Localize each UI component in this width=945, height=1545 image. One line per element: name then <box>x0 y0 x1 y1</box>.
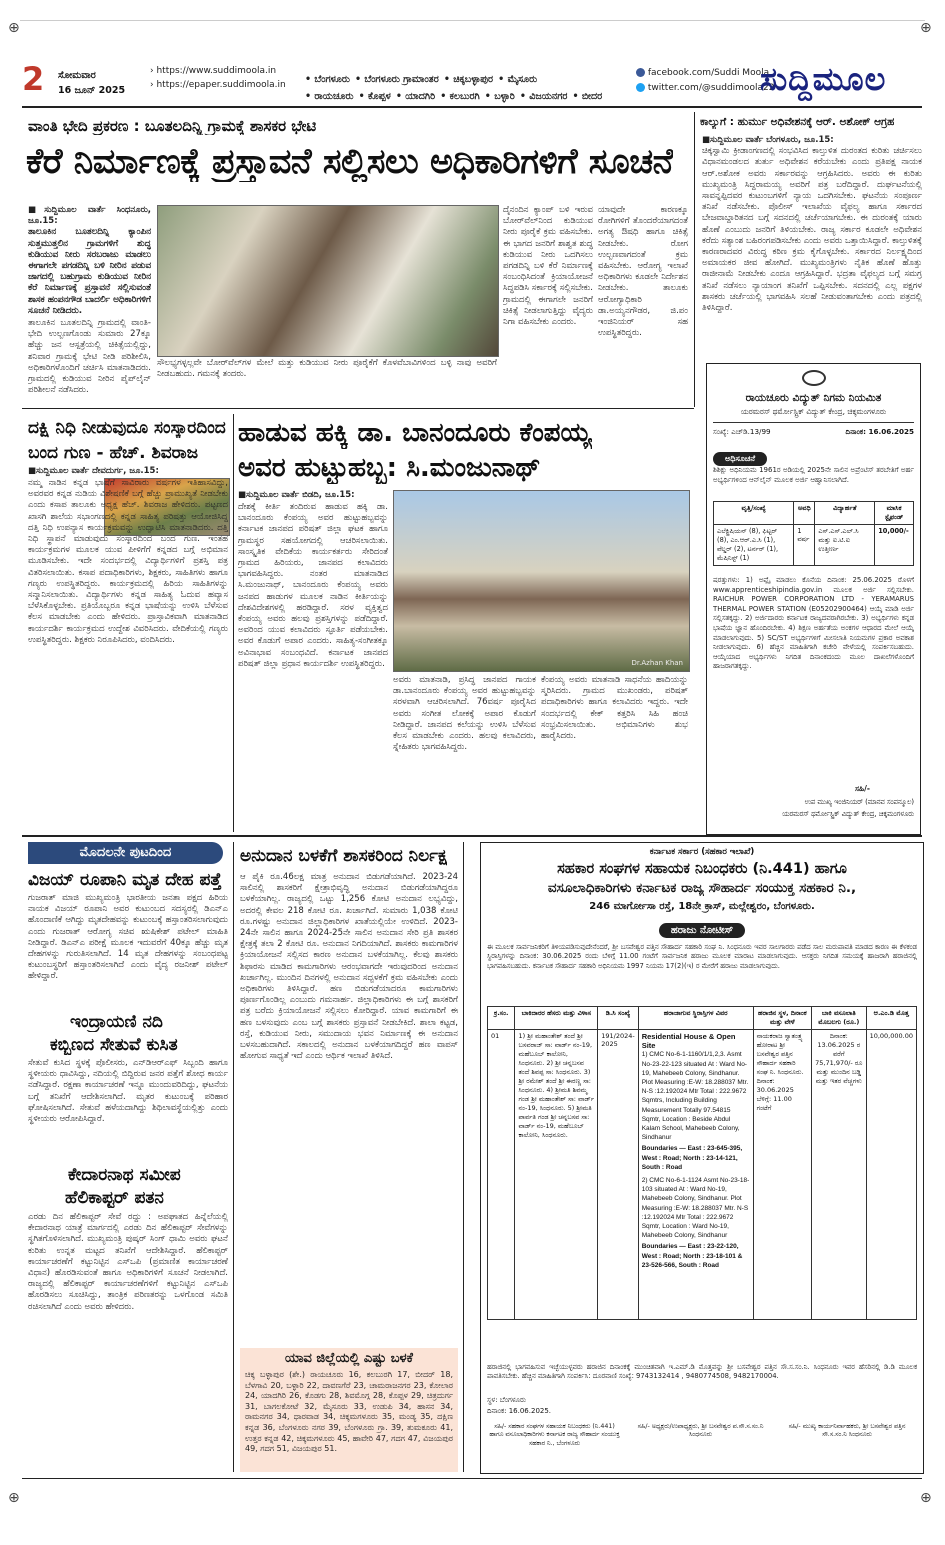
raichur-ref: ಸಂಖ್ಯೆ: ಎಚ್‌ಡಿ.13/99 <box>713 427 771 436</box>
lead-body-col1: ತಾಲೂಕಿನ ಬೂತಲದಿನ್ನಿ ಗ್ರಾಮದಲ್ಲಿ ವಾಂತಿ-ಭೇದಿ ಉಲ್ಬಣಗೊಂಡು ಸುಮಾರು 27ಕ್ಕೂ ಹೆಚ್ಚು ಜನ ಆಸ್ಪತ್ರೆಯಲ್ಲಿ ಚಿಕಿತ್ಸೆಯಲ್ಲಿದ್ದು, ಶನಿವಾರ ಗ್ರಾಮಕ್ಕೆ ಭೇಟಿ ನೀಡಿ ಪರಿಶೀಲಿಸಿ, ಅಧಿಕಾರಿಗಳೊಂದಿಗೆ ಚರ್ಚಿಸಿ ಮಾತನಾಡಿದರು. ಗ್ರಾಮದಲ್ಲಿ ಕುಡಿಯುವ ನೀರಿನ ಪೈಪ್‌ಲೈನ್ ಪರಿಶೀಲನೆ ನಡೆಸಿದರು. <box>28 318 151 396</box>
district-link[interactable]: • ಬೆಂಗಳೂರು <box>305 74 350 85</box>
dakshi-byline: ■ಸುದ್ದಿಮೂಲ ವಾರ್ತೆ ದೇವದುರ್ಗ, ಜೂ.15: <box>28 466 159 476</box>
raichur-notice <box>706 363 921 835</box>
district-link[interactable]: • ಬೆಂಗಳೂರು ಗ್ರಾಮಾಂತರ <box>354 74 439 85</box>
lead-headline: ಕೆರೆ ನಿರ್ಮಾಣಕ್ಕೆ ಪ್ರಸ್ತಾವನೆ ಸಲ್ಲಿಸಲು ಅಧಿಕಾರಿಗಳಿಗೆ ಸೂಚನೆ <box>26 142 673 182</box>
singer-photo <box>393 490 690 672</box>
auction-title-2: ವಸೂಲಾಧಿಕಾರಿಗಳು ಕರ್ನಾಟಕ ರಾಜ್ಯ ಸೌಹಾರ್ದ ಸಂಯುಕ್ತ ಸಹಕಾರ ನಿ., <box>547 880 857 896</box>
district-link[interactable]: • ಚಿಕ್ಕಬಳ್ಳಾಪುರ <box>443 74 494 85</box>
front-page-banner: ಮೊದಲನೇ ಪುಟದಿಂದ <box>28 842 223 864</box>
dakshi-body: ನಮ್ಮ ನಾಡಿನ ಕನ್ನಡ ಭಾಷೆಗೆ ಸಾವಿರಾರು ವರ್ಷಗಳ ಇತಿಹಾಸವಿದ್ದು, ಅವರವರ ಕನ್ನಡ ನುಡಿಯ ವಿಶೇಷಣಿಕೆ ಬಗ್ಗೆ ಹೆಚ್ಚು ಪ್ರಾಮುಖ್ಯತೆ ನೀಡಬೇಕು ಎಂದು ಕಸಾಪ ತಾಲೂಕು ಅಧ್ಯಕ್ಷ ಹೆಚ್. ಶಿವರಾಜ ಹೇಳಿದರು. ಪಟ್ಟಣದ ಖಾಸಗಿ ಶಾಲೆಯ ಸಭಾಂಗಣದಲ್ಲಿ ಕನ್ನಡ ಸಾಹಿತ್ಯ ಪರಿಷತ್ತು ಆಯೋಜಿಸಿದ್ದ ದತ್ತಿ ನಿಧಿ ಉಪನ್ಯಾಸ ಕಾರ್ಯಕ್ರಮವನ್ನು ಉದ್ಘಾಟಿಸಿ ಮಾತನಾಡಿದರು. ದತ್ತಿ ನಿಧಿ ಸ್ಥಾಪನೆ ಮಾಡುವುದು ಸಂಸ್ಕಾರದಿಂದ ಬಂದ ಗುಣ. ಇಂತಹ ಕಾರ್ಯಕ್ರಮಗಳ ಮೂಲಕ ಯುವ ಪೀಳಿಗೆಗೆ ಕನ್ನಡದ ಬಗ್ಗೆ ಅಭಿಮಾನ ಮೂಡಿಸಬೇಕು. ಇದೇ ಸಂದರ್ಭದಲ್ಲಿ ವಿದ್ಯಾರ್ಥಿಗಳಿಗೆ ಪ್ರಶಸ್ತಿ ಪತ್ರ ವಿತರಿಸಲಾಯಿತು. ಕಸಾಪ ಪದಾಧಿಕಾರಿಗಳು, ಶಿಕ್ಷಕರು, ಸಾಹಿತಿಗಳು ಹಾಗೂ ಗಣ್ಯರು ಉಪಸ್ಥಿತರಿದ್ದರು. ಕಾರ್ಯಕ್ರಮದಲ್ಲಿ ಹಿರಿಯ ಸಾಹಿತಿಗಳನ್ನು ಸನ್ಮಾನಿಸಲಾಯಿತು. ವಿದ್ಯಾರ್ಥಿಗಳು ಕನ್ನಡ ಸಾಹಿತ್ಯ ಓದುವ ಹವ್ಯಾಸ ಬೆಳೆಸಿಕೊಳ್ಳಬೇಕು. ಪ್ರತಿಯೊಬ್ಬರೂ ಕನ್ನಡ ಭಾಷೆಯನ್ನು ಉಳಿಸಿ ಬೆಳೆಸುವ ಕೆಲಸ ಮಾಡಬೇಕು ಎಂದು ಹೇಳಿದರು. ಪ್ರಾಸ್ತಾವಿಕವಾಗಿ ಮಾತನಾಡಿದ ಕಾರ್ಯದರ್ಶಿ ಕಾರ್ಯಕ್ರಮದ ಉದ್ದೇಶ ವಿವರಿಸಿದರು. ವೇದಿಕೆಯಲ್ಲಿ ಗಣ್ಯರು ಉಪಸ್ಥಿತರಿದ್ದರು. ಶಿಕ್ಷಕರು ನಿರೂಪಿಸಿದರು, ವಂದಿಸಿದರು. <box>28 478 228 645</box>
arrow-icon: › <box>150 80 157 90</box>
auction-dept: ಕರ್ನಾಟಕ ಸರ್ಕಾರ (ಸಹಕಾರ ಇಲಾಖೆ) <box>649 847 755 857</box>
dakshi-headline-2: ಬಂದ ಗುಣ - ಹೆಚ್. ಶಿವರಾಜ <box>28 443 199 463</box>
raichur-badge: ಅಧಿಸೂಚನೆ <box>713 452 767 466</box>
website-link[interactable]: › https://www.suddimoola.in <box>150 66 277 76</box>
raichur-sign: ಸಹಿ/- <box>855 784 870 793</box>
bridge-body: ಸೇತುವೆ ಕುಸಿದ ಸ್ಥಳಕ್ಕೆ ಪೊಲೀಸರು, ಎನ್‌ಡಿಆರ್‌ಎಫ್ ಸಿಬ್ಬಂದಿ ಹಾಗೂ ಸ್ಥಳೀಯರು ಧಾವಿಸಿದ್ದು, ನದಿಯಲ್ಲಿ ಬಿದ್ದಿರುವ ಜನರ ಪತ್ತೆಗೆ ಶೋಧ ಕಾರ್ಯ ನಡೆಸಿದ್ದಾರೆ. ರಕ್ಷಣಾ ಕಾರ್ಯಾಚರಣೆ ಇನ್ನೂ ಮುಂದುವರಿದಿದ್ದು, ಘಟನೆಯ ಬಗ್ಗೆ ತನಿಖೆಗೆ ಆದೇಶಿಸಲಾಗಿದೆ. ಮೃತರ ಕುಟುಂಬಕ್ಕೆ ಪರಿಹಾರ ಘೋಷಿಸಲಾಗಿದೆ. ಸೇತುವೆ ಹಳೆಯದಾಗಿದ್ದು ಶಿಥಿಲಾವಸ್ಥೆಯಲ್ಲಿತ್ತು ಎಂದು ಸ್ಥಳೀಯರು ಆರೋಪಿಸಿದ್ದಾರೆ. <box>28 1058 228 1125</box>
epaper-link[interactable]: › https://epaper.suddimoola.in <box>150 80 286 90</box>
rpcl-logo-icon <box>707 370 920 390</box>
vijay-body: ಗುಜರಾತ್ ಮಾಜಿ ಮುಖ್ಯಮಂತ್ರಿ ಭಾರತೀಯ ಜನತಾ ಪಕ್ಷದ ಹಿರಿಯ ನಾಯಕ ವಿಜಯ್ ರೂಪಾನಿ ಅವರ ಕುಟುಂಬದ ಸದಸ್ಯರಲ್ಲಿ ಡಿಎನ್‌ಎ ಹೊಂದಾಣಿಕೆ ಆಗಿದ್ದು ಮೃತದೇಹವನ್ನು ಕುಟುಂಬಕ್ಕೆ ಹಸ್ತಾಂತರಿಸಲಾಗುವುದು ಎಂದು ಗುಜರಾತ್ ಆರೋಗ್ಯ ಸಚಿವ ಋಷಿಕೇಶ್ ಪಟೇಲ್ ಮಾಹಿತಿ ನೀಡಿದ್ದಾರೆ. ಡಿಎನ್‌ಎ ಪರೀಕ್ಷೆ ಮೂಲಕ ಇದುವರೆಗೆ 40ಕ್ಕೂ ಹೆಚ್ಚು ಮೃತ ದೇಹಗಳನ್ನು ಗುರುತಿಸಲಾಗಿದೆ. 14 ಮೃತ ದೇಹಗಳನ್ನು ಸಂಬಂಧಪಟ್ಟ ಕುಟುಂಬಸ್ಥರಿಗೆ ಹಸ್ತಾಂತರಿಸಲಾಗಿದೆ ಎಂದು ವೈದ್ಯ ರಜನೀಶ್ ಪಟೇಲ್ ಹೇಳಿದ್ದಾರೆ. <box>28 893 228 982</box>
singer-byline: ■ಸುದ್ದಿಮೂಲ ವಾರ್ತೆ ಬಿಡದಿ, ಜೂ.15: <box>238 490 355 500</box>
issue-date: 16 ಜೂನ್ 2025 <box>58 85 126 96</box>
raichur-date: ದಿನಾಂಕ: 16.06.2025 <box>845 427 914 436</box>
singer-headline-2: ಅವರ ಹುಟ್ಟುಹಬ್ಬ: ಸಿ.ಮಂಜುನಾಥ್ <box>238 453 541 483</box>
dakshi-headline-1: ದಕ್ಷಿ ನಿಧಿ ನೀಡುವುದೂ ಸಂಸ್ಕಾರದಿಂದ <box>28 418 226 438</box>
crosshair-top-right: ⊕ <box>920 20 932 36</box>
heli-headline-2: ಹೆಲಿಕಾಪ್ಟರ್ ಪತನ <box>65 1188 164 1208</box>
grant-body: ಆ ಪೈಕಿ ರೂ.46ಲಕ್ಷ ಮಾತ್ರ ಅನುದಾನ ಬಿಡುಗಡೆಯಾಗಿದೆ. 2023-24 ಸಾಲಿನಲ್ಲಿ ಶಾಸಕರಿಗೆ ಕ್ಷೇತ್ರಾಭಿವೃದ್ಧಿ ಅನುದಾನ ಬಿಡುಗಡೆಯಾಗಿದ್ದರೂ ಬಳಕೆಯಾಗಿಲ್ಲ. ರಾಜ್ಯದಲ್ಲಿ ಒಟ್ಟು 1,256 ಕೋಟಿ ಅನುದಾನ ಲಭ್ಯವಿದ್ದು, ಅದರಲ್ಲಿ ಕೇವಲ 218 ಕೋಟಿ ರೂ. ಖರ್ಚಾಗಿದೆ. ಸುಮಾರು 1,038 ಕೋಟಿ ರೂ.ಗಳಷ್ಟು ಅನುದಾನ ಜಿಲ್ಲಾಧಿಕಾರಿಗಳ ಖಾತೆಯಲ್ಲಿಯೇ ಉಳಿದಿದೆ. 2023-24ನೇ ಸಾಲಿನ ಹಾಗೂ 2024-25ನೇ ಸಾಲಿನ ಅನುದಾನ ಸೇರಿ ಪ್ರತಿ ಶಾಸಕರ ಕ್ಷೇತ್ರಕ್ಕೆ ತಲಾ 2 ಕೋಟಿ ರೂ. ಅನುದಾನ ನಿಗದಿಯಾಗಿದೆ. ಶಾಸಕರು ಕಾಮಗಾರಿಗಳ ಕ್ರಿಯಾಯೋಜನೆ ಸಲ್ಲಿಸದ ಕಾರಣ ಅನುದಾನ ಬಳಕೆಯಾಗಿಲ್ಲ. ಕೆಲವು ಶಾಸಕರು ಶಿಫಾರಸು ಮಾಡಿದ ಕಾಮಗಾರಿಗಳು ಆರಂಭವಾಗದೇ ಇರುವುದರಿಂದ ಅನುದಾನ ಖರ್ಚಾಗಿಲ್ಲ. ಮುಂದಿನ ದಿನಗಳಲ್ಲಿ ಅನುದಾನ ಸದ್ಬಳಕೆಗೆ ಕ್ರಮ ವಹಿಸಬೇಕು ಎಂದು ಅಧಿಕಾರಿಗಳು ತಿಳಿಸಿದ್ದಾರೆ. ಹಣ ಬಿಡುಗಡೆಯಾದರೂ ಕಾಮಗಾರಿಗಳು ಪೂರ್ಣಗೊಂಡಿಲ್ಲ ಎಂಬುದು ಗಮನಾರ್ಹ. ಜಿಲ್ಲಾಧಿಕಾರಿಗಳು ಈ ಬಗ್ಗೆ ಶಾಸಕರಿಗೆ ಪತ್ರ ಬರೆದು ಕ್ರಿಯಾಯೋಜನೆ ಸಲ್ಲಿಸಲು ಕೋರಿದ್ದಾರೆ. ಯಾವ ಕಾಮಗಾರಿಗೆ ಈ ಹಣ ಬಳಸುವುದು ಎಂಬ ಬಗ್ಗೆ ಶಾಸಕರು ಪ್ರಸ್ತಾವನೆ ನೀಡಬೇಕಿದೆ. ಶಾಲಾ ಕಟ್ಟಡ, ರಸ್ತೆ, ಕುಡಿಯುವ ನೀರು, ಸಮುದಾಯ ಭವನ ನಿರ್ಮಾಣಕ್ಕೆ ಈ ಅನುದಾನ ಬಳಸಬಹುದಾಗಿದೆ. ಸಕಾಲದಲ್ಲಿ ಅನುದಾನ ಬಳಕೆಯಾಗದಿದ್ದರೆ ಹಣ ವಾಪಸ್ ಹೋಗುವ ಸಾಧ್ಯತೆ ಇದೆ ಎಂದು ಆರ್ಥಿಕ ಇಲಾಖೆ ತಿಳಿಸಿದೆ. <box>240 872 458 1062</box>
singer-headline-1: ಹಾಡುವ ಹಕ್ಕಿ ಡಾ. ಬಾನಂದೂರು ಕೆಂಪಯ್ಯ <box>238 418 592 448</box>
auction-signatory-3: ಸಹಿ/- ಮುಖ್ಯ ಕಾರ್ಯನಿರ್ವಾಹಕರು, ಶ್ರೀ ಬಸವೇಶ್ವರ ಪತ್ತಿನ ಸೌ.ಸ.ಸಂ.ನಿ ಸಿಂಧನೂರು <box>788 1423 906 1439</box>
raichur-subtitle: ಯರಮರಸ್ ಥರ್ಮೋಸ್ಟ್ರಿಕ್ ವಿದ್ಯುತ್ ಕೇಂದ್ರ, ಚಿಕ್ಕಮಂಗಳೂರು <box>740 407 887 416</box>
bridge-headline-2: ಕಬ್ಬಿಣದ ಸೇತುವೆ ಕುಸಿತ <box>50 1035 178 1055</box>
auction-footer: ಹರಾಜಿನಲ್ಲಿ ಭಾಗವಹಿಸುವ ಇಚ್ಛೆಯುಳ್ಳವರು ಹರಾಜಿನ ದಿನಾಂಕಕ್ಕೆ ಮುಂಚಿತವಾಗಿ ಇ.ಎಮ್.ಡಿ ಮೊತ್ತವನ್ನು ಶ್ರೀ ಬಸವೇಶ್ವರ ಪತ್ತಿನ ಸೌ.ಸ.ಸಂ.ನಿ. ಸಿಂಧನೂರು ಇವರ ಹೆಸರಿನಲ್ಲಿ ಡಿ.ಡಿ ಮೂಲಕ ಪಾವತಿಸಬೇಕು. ಹೆಚ್ಚಿನ ಮಾಹಿತಿಗಾಗಿ ಸಂಪರ್ಕಿಸಿ: ದೂರವಾಣಿ ಸಂಖ್ಯೆ: 9743132414 , 9480774508, 9482170004. <box>487 1363 917 1381</box>
district-usage-title: ಯಾವ ಜಿಲ್ಲೆಯಲ್ಲಿ ಎಷ್ಟು ಬಳಕೆ <box>285 1351 413 1366</box>
crosshair-bottom-left: ⊕ <box>8 1490 20 1506</box>
lead-body-col2: ದೈನಂದಿನ ಕ್ಯಾಂಪ್ ಬಳಿ ಇರುವ ಬೋರ್‌ವೆಲ್‌ನಿಂದ ಕುಡಿಯುವ ನೀರು ಪೂರೈಕೆ ಕ್ರಮ ವಹಿಸಬೇಕು. ಈ ಭಾಗದ ಜನರಿಗೆ ಶಾಶ್ವತ ಶುದ್ಧ ಕುಡಿಯುವ ನೀರು ಒದಗಿಸಲು ಪಗಡದಿನ್ನಿ ಬಳಿ ಕೆರೆ ನಿರ್ಮಾಣಕ್ಕೆ ಸಂಬಂಧಿಸಿದಂತೆ ಕ್ರಿಯಾಯೋಜನೆ ಸಿದ್ಧಪಡಿಸಿ ಸರ್ಕಾರಕ್ಕೆ ಸಲ್ಲಿಸಬೇಕು. ಗ್ರಾಮದಲ್ಲಿ ಈಗಾಗಲೇ ಜನರಿಗೆ ಚಿಕಿತ್ಸೆ ನೀಡಲಾಗುತ್ತಿದ್ದು ವೈದ್ಯರು ನಿಗಾ ವಹಿಸಬೇಕು ಎಂದರು. <box>503 205 593 328</box>
district-link[interactable]: • ಬೀದರ <box>572 91 603 102</box>
crosshair-bottom-right: ⊕ <box>920 1490 932 1506</box>
district-link[interactable]: • ಕೊಪ್ಪಳ <box>358 91 391 102</box>
district-link[interactable]: • ವಿಜಯನಗರ <box>519 91 568 102</box>
district-link[interactable]: • ಮೈಸೂರು <box>498 74 538 85</box>
auction-notice <box>480 842 924 1474</box>
auction-date: ದಿನಾಂಕ: 16.06.2025. <box>487 1407 552 1415</box>
facebook-link[interactable]: facebook.com/Suddi Moola <box>636 68 774 78</box>
district-link[interactable]: • ಬಳ್ಳಾರಿ <box>484 91 515 102</box>
auction-title-1: ಸಹಕಾರ ಸಂಘಗಳ ಸಹಾಯಕ ನಿಬಂಧಕರು (ನಿ.441) ಹಾಗೂ <box>557 861 847 877</box>
raichur-conditions: ಷರತ್ತುಗಳು: 1) ಅಪ್ಲೈ ಮಾಡಲು ಕೊನೆಯ ದಿನಾಂಕ: 25.06.2025 ರೊಳಗೆ www.apprenticeshipindia.gov.in ಮೂಲಕ ಅರ್ಜಿ ಸಲ್ಲಿಸಬೇಕು. RAICHUR POWER CORPORATION LTD - YERAMARUS THERMAL POWER STATION (E05202900464) ಆಯ್ಕೆ ಮಾಡಿ ಅರ್ಜಿ ಸಲ್ಲಿಸತಕ್ಕದ್ದು. 2) ಅರ್ಜಿದಾರರು ಕರ್ನಾಟಕ ರಾಜ್ಯದವರಾಗಿರಬೇಕು. 3) ಅಭ್ಯರ್ಥಿಗಳು ಕನ್ನಡ ಭಾಷೆಯ ಜ್ಞಾನ ಹೊಂದಿರಬೇಕು. 4) ಶಿಕ್ಷಣ ಅರ್ಹತೆಯ ಅಂಕಗಳ ಆಧಾರದ ಮೇಲೆ ಆಯ್ಕೆ ಮಾಡಲಾಗುವುದು. 5) SC/ST ಅಭ್ಯರ್ಥಿಗಳಿಗೆ ಮೀಸಲಾತಿ ನಿಯಮಗಳ ಪ್ರಕಾರ ಅವಕಾಶ ನೀಡಲಾಗುವುದು. 6) ಹೆಚ್ಚಿನ ಮಾಹಿತಿಗಾಗಿ ಕಚೇರಿ ವೇಳೆಯಲ್ಲಿ ಸಂಪರ್ಕಿಸಬಹುದು. ಆಯ್ಕೆಯಾದ ಅಭ್ಯರ್ಥಿಗಳು ನಿಗದಿತ ದಿನಾಂಕದಂದು ಮೂಲ ದಾಖಲೆಗಳೊಂದಿಗೆ ಹಾಜರಾಗತಕ್ಕದ್ದು. <box>713 576 914 671</box>
district-link[interactable]: • ಯಾದಗಿರಿ <box>395 91 436 102</box>
kalyuge-kicker: ಕಾಲ್ಯುಗೆ : ಹುರ್ಮು ಅಧಿವೇಶನಕ್ಕೆ ಆರ್. ಅಶೋಕ್ ಆಗ್ರಹ <box>700 116 895 128</box>
singer-body-col3: ಕೆಂಪಯ್ಯ ಅವರು ಮಾತನಾಡಿ ಸಾಧನೆಯ ಹಾದಿಯನ್ನು ಸ್ಮರಿಸಿದರು. ಗ್ರಾಮದ ಮುಖಂಡರು, ಪರಿಷತ್ ಪದಾಧಿಕಾರಿಗಳು ಹಾಗೂ ಕಲಾವಿದರು ಇದ್ದರು. ಇದೇ ಸಂದರ್ಭದಲ್ಲಿ ಕೇಕ್ ಕತ್ತರಿಸಿ ಸಿಹಿ ಹಂಚಿ ಸಂಭ್ರಮಿಸಲಾಯಿತು. ಅಭಿಮಾನಿಗಳು ಶುಭ ಹಾರೈಸಿದರು. <box>541 675 688 742</box>
district-row-2 <box>305 84 602 103</box>
lead-body-col3: ಯಾವುದೇ ಕಾರಣಕ್ಕೂ ರೋಗಿಗಳಿಗೆ ತೊಂದರೆಯಾಗದಂತೆ ಅಗತ್ಯ ಔಷಧಿ ಹಾಗೂ ಚಿಕಿತ್ಸೆ ನೀಡಬೇಕು. ರೋಗ ಉಲ್ಬಣವಾಗದಂತೆ ಕ್ರಮ ವಹಿಸಬೇಕು. ಆರೋಗ್ಯ ಇಲಾಖೆ ಅಧಿಕಾರಿಗಳು ಕೂಡಲೇ ನಿರ್ದೇಶನ ನೀಡಬೇಕು. ತಾಲೂಕು ಆರೋಗ್ಯಾಧಿಕಾರಿ ಡಾ.ಅಯ್ಯನಗೌಡರ, ಜಿ.ಪಂ ಇಂಜಿನಿಯರ್ ಸಹ ಉಪಸ್ಥಿತರಿದ್ದರು. <box>598 205 688 339</box>
lead-photo <box>157 205 499 357</box>
grant-headline: ಅನುದಾನ ಬಳಕೆಗೆ ಶಾಸಕರಿಂದ ನಿರ್ಲಕ್ಷ <box>240 846 448 866</box>
twitter-icon <box>636 83 645 92</box>
arrow-icon: › <box>150 66 157 76</box>
auction-signatory-1: ಸಹಿ/- ಸಹಕಾರ ಸಂಘಗಳ ಸಹಾಯಕ ನಿಬಂಧಕರು (ನಿ.441) ಹಾಗೂ ವಸೂಲಾಧಿಕಾರಿಗಳು ಕರ್ನಾಟಕ ರಾಜ್ಯ ಸೌಹಾರ್ದ ಸಂಯುಕ್ತ ಸಹಕಾರ ನಿ., ಬೆಂಗಳೂರು <box>489 1423 620 1447</box>
district-link[interactable]: • ರಾಯಚೂರು <box>305 91 354 102</box>
raichur-title: ರಾಯಚೂರು ವಿದ್ಯುತ್ ನಿಗಮ ನಿಯಮಿತ <box>745 392 882 404</box>
boundaries-1: Boundaries — East : 23-645-395, West : Road; North : 23-14-121, South : Road <box>641 1145 743 1171</box>
district-link[interactable]: • ಕಲಬುರಗಿ <box>440 91 480 102</box>
lead-intro: ■ಸುದ್ದಿಮೂಲ ವಾರ್ತೆ ಸಿಂಧನೂರು, ಜೂ.15: ತಾಲೂಕಿನ ಬೂತಲದಿನ್ನಿ ಕ್ಯಾಂಪಿನ ಸುತ್ತಮುತ್ತಲಿನ ಗ್ರಾಮಗಳಿಗೆ ಶುದ್ಧ ಕುಡಿಯುವ ನೀರು ಸರಬರಾಜು ಮಾಡಲು ಈಗಾಗಲೇ ಪಗಡದಿನ್ನಿ ಬಳಿ ನೀರಿನ ಪಡುವ ಜಾಗದಲ್ಲಿ ಬಹುಗ್ರಾಮ ಕುಡಿಯುವ ನೀರಿನ ಕೆರೆ ನಿರ್ಮಾಣಕ್ಕೆ ಪ್ರಸ್ತಾವನೆ ಸಲ್ಲಿಸುವಂತೆ ಶಾಸಕ ಹಂಪನಗೌಡ ಬಾದರ್ಲಿ ಅಧಿಕಾರಿಗಳಿಗೆ ಸೂಚನೆ ನೀಡಿದರು. <box>28 205 151 315</box>
logo: ಸುದ್ದಿಮೂಲ <box>760 60 887 98</box>
kalyuge-story: ■ಸುದ್ದಿಮೂಲ ವಾರ್ತೆ ಬೆಂಗಳೂರು, ಜೂ.15: ಚಿಕ್ಕಸ್ವಾಮಿ ಕ್ರೀಡಾಂಗಣದಲ್ಲಿ ಸಂಭವಿಸಿದ ಕಾಲ್ತುಳಿತ ದುರಂತದ ಕುರಿತು ಚರ್ಚಿಸಲು ವಿಧಾನಮಂಡಲದ ತುರ್ತು ಅಧಿವೇಶನ ಕರೆಯಬೇಕು ಎಂದು ಪ್ರತಿಪಕ್ಷ ನಾಯಕ ಆರ್.ಅಶೋಕ ಅವರು ಸರ್ಕಾರವನ್ನು ಆಗ್ರಹಿಸಿದರು. ಅವರು ಈ ಕುರಿತು ಮುಖ್ಯಮಂತ್ರಿ ಸಿದ್ದರಾಮಯ್ಯ ಅವರಿಗೆ ಪತ್ರ ಬರೆದಿದ್ದಾರೆ. ದುರ್ಘಟನೆಯಲ್ಲಿ ಸಾವನ್ನಪ್ಪಿದವರ ಕುಟುಂಬಗಳಿಗೆ ನ್ಯಾಯ ಒದಗಿಸಬೇಕು. ಘಟನೆಯ ಸಂಪೂರ್ಣ ತನಿಖೆ ನಡೆಸಬೇಕು. ಪೊಲೀಸ್ ಇಲಾಖೆಯ ವೈಫಲ್ಯ ಹಾಗೂ ಸರ್ಕಾರದ ಬೇಜವಾಬ್ದಾರಿತನದ ಬಗ್ಗೆ ಸದನದಲ್ಲಿ ಚರ್ಚೆಯಾಗಬೇಕು. ಈ ದುರಂತಕ್ಕೆ ಯಾರು ಹೊಣೆ ಎಂಬುದು ಜನರಿಗೆ ತಿಳಿಯಬೇಕು. ರಾಜ್ಯ ಸರ್ಕಾರ ಕೂಡಲೇ ಅಧಿವೇಶನ ಕರೆದು ಸತ್ಯಾಂಶ ಬಹಿರಂಗಪಡಿಸಬೇಕು ಎಂದು ಅವರು ಒತ್ತಾಯಿಸಿದ್ದಾರೆ. ಕಾಲ್ತುಳಿತಕ್ಕೆ ಕಾರಣರಾದವರ ವಿರುದ್ಧ ಕಠಿಣ ಕ್ರಮ ಕೈಗೊಳ್ಳಬೇಕು. ಸರ್ಕಾರದ ನಿರ್ಲಕ್ಷ್ಯದಿಂದ ಅಮಾಯಕರ ಜೀವ ಹೋಗಿದೆ. ಮುಖ್ಯಮಂತ್ರಿಗಳು ನೈತಿಕ ಹೊಣೆ ಹೊತ್ತು ರಾಜೀನಾಮೆ ನೀಡಬೇಕು ಎಂದೂ ಆಗ್ರಹಿಸಿದ್ದಾರೆ. ಭದ್ರತಾ ವೈಫಲ್ಯದ ಬಗ್ಗೆ ಸಮಗ್ರ ತನಿಖೆ ನಡೆಸಲು ನ್ಯಾಯಾಂಗ ತನಿಖೆಗೆ ಒಪ್ಪಿಸಬೇಕು. ಸದನದಲ್ಲಿ ಎಲ್ಲ ಪಕ್ಷಗಳ ಶಾಸಕರು ಚರ್ಚೆಯಲ್ಲಿ ಭಾಗವಹಿಸಿ ಸಲಹೆ ನೀಡುವಂತಾಗಬೇಕು ಎಂದು ಪತ್ರದಲ್ಲಿ ತಿಳಿಸಿದ್ದಾರೆ. <box>702 135 922 314</box>
property-title: Residential House & Open Site <box>641 1032 736 1051</box>
raichur-table: ವೃತ್ತಿ/ಸಂಖ್ಯೆ ಅವಧಿ ವಿದ್ಯಾರ್ಹತೆ ಮಾಸಿಕ ಸ್ಟೈಫಂಡ್ ಎಲೆಕ್ಟ್ರಿಷಿಯನ್ (8), ಫಿಟ್ಟರ್ (8), ಎಂ.ಆರ್.ಎ.ಸಿ (1), ವೆಲ್ಡರ್ (2), ಟರ್ನರ್ (1), ಮೆಷಿನಿಸ್ಟ್ (1) 1 ವರ್ಷ ಎಸ್.ಎಸ್.ಎಲ್.ಸಿ ಮತ್ತು ಐ.ಟಿ.ಐ ಉತ್ತೀರ್ಣ 10,000/- <box>713 501 914 566</box>
vijay-headline: ವಿಜಯ್ ರೂಪಾನಿ ಮೃತ ದೇಹ ಪತ್ತೆ <box>28 870 222 890</box>
raichur-signatory-2: ಯರಮರಸ್ ಥರ್ಮೋಸ್ಟ್ರಿಕ್ ವಿದ್ಯುತ್ ಕೇಂದ್ರ, ಚಿಕ್ಕಮಂಗಳೂರು <box>782 810 914 818</box>
auction-table: ಕ್ರ.ಸಂ. ಬಾಕಿದಾರರ ಹೆಸರು ಮತ್ತು ವಿಳಾಸ ಡಿ.ಸಿ ಸಂಖ್ಯೆ ಹರಾಜಾಗುವ ಸ್ಥಿರಾಸ್ತಿಗಳ ವಿವರ ಹರಾಜಿನ ಸ್ಥಳ, ದಿನಾಂಕ ಮತ್ತು ವೇಳೆ ಬಾಕಿ ವಸೂಲಾತಿ ಮೊಬಲಗು (ರೂ.) ಆ.ಎಂ.ಡಿ ಮೊತ್ತ 01 1) ಶ್ರೀ ಮಹಾಂತೇಶ್ ತಂದೆ ಶ್ರೀ ಬಸವರಾಜ್ ಸಾ: ವಾರ್ಡ್ ನಂ-19, ಮಹೆಬೂಬ್ ಕಾಲೋನಿ, ಸಿಂಧನೂರು. 2) ಶ್ರೀ ಚನ್ನಬಸವ ತಂದೆ ಶಿವಪ್ಪ ಸಾ: ಸಿಂಧನೂರು. 3) ಶ್ರೀ ರಮೇಶ್ ತಂದೆ ಶ್ರೀ ಈರಣ್ಣ ಸಾ: ಸಿಂಧನೂರು. 4) ಶ್ರೀಮತಿ ಶಿವಮ್ಮ ಗಂಡ ಶ್ರೀ ಮಹಾಂತೇಶ್ ಸಾ: ವಾರ್ಡ್ ನಂ-19, ಸಿಂಧನೂರು. 5) ಶ್ರೀಮತಿ ಪಾರ್ವತಿ ಗಂಡ ಶ್ರೀ ಚನ್ನಬಸವ ಸಾ: ವಾರ್ಡ್ ನಂ-19, ಮಹೆಬೂಬ್ ಕಾಲೋನಿ, ಸಿಂಧನೂರು. 191/2024-2025 Residential House & Open Site 1) CMC No-6-1-1160/1/1,2,3. Asmt No-23-22-123 situated At : Ward No-19, Mahebeeb Colony, Sindhanur. Plot Measuring :E-W: 18.288037 Mtr. N-S :12.192024 Mtr Total : 222.9672 Sqmtrs, Including Building Measurement Totally 97.54815 Sqmtr, Location : Beside Abdul Kalam School, Mahebeeb Colony, Sindhanur Boundaries — East : 23-645-395, West : Road; North : 23-14-121, South : Road 2) CMC No-6-1-1124 Asmt No-23-18-103 situated At : Ward No-19, Mahebeeb Colony, Sindhanur. Plot Measuring :E-W: 18.288037 Mtr. N-S :12.192024 Mtr Total : 222.9672 Sqmtr, Location : Ward No-19, Mahebeeb Colony, Sindhanur Boundaries — East : 23-22-120, West : Road; North : 23-18-101 & 23-526-566, South : Road ನಾಯಕರಾಜ ಸ್ವಾತಂತ್ರ್ಯ ಹೋರಾಟ ಶ್ರೀ ಬಸವೇಶ್ವರ ಪತ್ತಿನ ಸೌಹಾರ್ದ ಸಹಕಾರಿ ಸಂಘ ನಿ. ಸಿಂಧನೂರು. ದಿನಾಂಕ: 30.06.2025 ಬೆಳಿಗ್ಗೆ: 11.00 ಗಂಟೆಗೆ ದಿನಾಂಕ: 13.06.2025 ರ ವರೆಗೆ 75,71,970/- ರೂ ಮತ್ತು ಮುಂದಿನ ಬಡ್ಡಿ ಮತ್ತು ಇತರ ವೆಚ್ಚಗಳು 10,00,000.00 <box>487 1006 917 1320</box>
singer-body-col1: ದೇಶಕ್ಕೆ ಕೀರ್ತಿ ತಂದಿರುವ ಹಾಡುವ ಹಕ್ಕಿ ಡಾ. ಬಾನಂದೂರು ಕೆಂಪಯ್ಯ ಅವರ ಹುಟ್ಟುಹಬ್ಬವನ್ನು ಕರ್ನಾಟಕ ಜಾನಪದ ಪರಿಷತ್ ಜಿಲ್ಲಾ ಘಟಕ ಹಾಗೂ ಗ್ರಾಮಸ್ಥರ ಸಹಯೋಗದಲ್ಲಿ ಆಚರಿಸಲಾಯಿತು. ಸಾಂಸ್ಕೃತಿಕ ವೇದಿಕೆಯ ಕಾರ್ಯಕರ್ತರು ಸೇರಿದಂತೆ ಗ್ರಾಮದ ಹಿರಿಯರು, ಜಾನಪದ ಕಲಾವಿದರು ಭಾಗವಹಿಸಿದ್ದರು. ನಂತರ ಮಾತನಾಡಿದ ಸಿ.ಮಂಜುನಾಥ್, ಬಾನಂದೂರು ಕೆಂಪಯ್ಯ ಅವರು ಜನಪದ ಹಾಡುಗಳ ಮೂಲಕ ನಾಡಿನ ಕೀರ್ತಿಯನ್ನು ದೇಶವಿದೇಶಗಳಲ್ಲಿ ಹರಡಿದ್ದಾರೆ. ಸರಳ ವ್ಯಕ್ತಿತ್ವದ ಕೆಂಪಯ್ಯ ಅವರು ಹಲವು ಪ್ರಶಸ್ತಿಗಳನ್ನು ಪಡೆದಿದ್ದಾರೆ. ಅವರಿಂದ ಯುವ ಕಲಾವಿದರು ಸ್ಫೂರ್ತಿ ಪಡೆಯಬೇಕು. ಅವರ ಕೊಡುಗೆ ಅಪಾರ ಎಂದರು. ಸಾಹಿತ್ಯ-ಸಂಗೀತಕ್ಕೂ ಅವಿನಾಭಾವ ಸಂಬಂಧವಿದೆ. ಕರ್ನಾಟಕ ಜಾನಪದ ಪರಿಷತ್ ಜಿಲ್ಲಾ ಪ್ರಧಾನ ಕಾರ್ಯದರ್ಶಿ ಉಪಸ್ಥಿತರಿದ್ದರು. <box>238 502 388 669</box>
crosshair-top-left: ⊕ <box>8 20 20 36</box>
facebook-icon <box>636 68 645 77</box>
boundaries-2: Boundaries — East : 23-22-120, West : Road; North : 23-18-101 & 23-526-566, South : Road <box>641 1243 743 1269</box>
auction-address: 246 ಮಾರ್ಗೋಸಾ ರಸ್ತೆ, 18ನೇ ಕ್ರಾಸ್, ಮಲ್ಲೇಶ್ವರಂ, ಬೆಂಗಳೂರು. <box>589 901 815 912</box>
page-number: 2 <box>22 60 45 98</box>
lead-kicker: ವಾಂತಿ ಭೇದಿ ಪ್ರಕರಣ : ಬೂತಲದಿನ್ನಿ ಗ್ರಾಮಕ್ಕೆ ಶಾಸಕರ ಭೇಟಿ <box>28 117 317 135</box>
bridge-headline-1: ಇಂದ್ರಾಯಣಿ ನದಿ <box>70 1012 163 1032</box>
district-usage-box <box>240 1348 458 1472</box>
raichur-intro: ಶಿಶಿಕ್ಷು ಅಧಿನಿಯಮ 1961ರ ಅಡಿಯಲ್ಲಿ 2025ನೇ ಸಾಲಿನ ಅಪ್ರೆಂಟಿಸ್ ತರಬೇತಿಗೆ ಅರ್ಹ ಅಭ್ಯರ್ಥಿಗಳಿಂದ ಆನ್‌ಲೈನ್ ಮೂಲಕ ಅರ್ಜಿ ಆಹ್ವಾನಿಸಲಾಗಿದೆ. <box>713 466 914 484</box>
property-2: 2) CMC No-6-1-1124 Asmt No-23-18-103 situated At : Ward No-19, Mahebeeb Colony, Sindhanur. Plot Measuring :E-W: 18.288037 Mtr. N-S :12.192024 Mtr Total : 222.9672 Sqmtr, Location : Ward No-19, Mahebeeb Colony, Sindhanur <box>641 1177 750 1240</box>
heli-body: ಎರಡು ದಿನ ಹೆಲಿಕಾಪ್ಟರ್ ಸೇವೆ ರದ್ದು : ಅಪಘಾತದ ಹಿನ್ನೆಲೆಯಲ್ಲಿ ಕೇದಾರನಾಥ ಯಾತ್ರೆ ಮಾರ್ಗದಲ್ಲಿ ಎರಡು ದಿನ ಹೆಲಿಕಾಪ್ಟರ್ ಸೇವೆಗಳನ್ನು ಸ್ಥಗಿತಗೊಳಿಸಲಾಗಿದೆ. ಮುಖ್ಯಮಂತ್ರಿ ಪುಷ್ಕರ್ ಸಿಂಗ್ ಧಾಮಿ ಅವರು ಘಟನೆ ಕುರಿತು ಉನ್ನತ ಮಟ್ಟದ ತನಿಖೆಗೆ ಆದೇಶಿಸಿದ್ದಾರೆ. ಹೆಲಿಕಾಪ್ಟರ್ ಕಾರ್ಯಾಚರಣೆಗೆ ಕಟ್ಟುನಿಟ್ಟಿನ ಎಸ್‌ಒಪಿ (ಪ್ರಮಾಣಿತ ಕಾರ್ಯಾಚರಣೆ ವಿಧಾನ) ಹೊರಡಿಸುವಂತೆ ಹಾಗೂ ಅಧಿಕಾರಿಗಳಿಗೆ ಸೂಚನೆ ನೀಡಲಾಗಿದೆ. ರಾಜ್ಯದಲ್ಲಿ ಹೆಲಿಕಾಪ್ಟರ್ ಕಾರ್ಯಾಚರಣೆಗಳಿಗೆ ಕಟ್ಟುನಿಟ್ಟಿನ ಎಸ್‌ಒಪಿ ಹೊರಡಿಸಲು ಸೂಚಿಸಿದ್ದು, ತಾಂತ್ರಿಕ ಪರಿಣತರನ್ನು ಒಳಗೊಂಡ ಸಮಿತಿ ರಚಿಸಲಾಗಿದೆ ಎಂದು ಅವರು ಹೇಳಿದರು. <box>28 1212 228 1312</box>
singer-body-col2: ಅವರು ಮಾತನಾಡಿ, ಪ್ರಸಿದ್ಧ ಜಾನಪದ ಗಾಯಕ ಡಾ.ಬಾನಂದೂರು ಕೆಂಪಯ್ಯ ಅವರ ಹುಟ್ಟುಹಬ್ಬವನ್ನು ಸರಳವಾಗಿ ಆಚರಿಸಲಾಗಿದೆ. 76ವರ್ಷ ಪೂರೈಸಿದ ಅವರು ಸಂಗೀತ ಲೋಕಕ್ಕೆ ಅಪಾರ ಕೊಡುಗೆ ನೀಡಿದ್ದಾರೆ. ಜಾನಪದ ಕಲೆಯನ್ನು ಉಳಿಸಿ ಬೆಳೆಸುವ ಕೆಲಸ ಮಾಡಬೇಕು ಎಂದರು. ಹಲವು ಕಲಾವಿದರು, ಸ್ನೇಹಿತರು ಭಾಗವಹಿಸಿದ್ದರು. <box>393 675 536 753</box>
auction-badge: ಹರಾಜು ನೋಟೀಸ್ <box>659 923 745 938</box>
heli-headline-1: ಕೇದಾರನಾಥ ಸಮೀಪ <box>68 1165 181 1185</box>
raichur-signatory: ಉಪ ಮುಖ್ಯ ಇಂಜಿನಿಯರ್ (ಮಾನವ ಸಂಪನ್ಮೂಲ) <box>804 798 914 806</box>
issue-day: ಸೋಮವಾರ <box>58 70 96 81</box>
lead-photo-caption: ಸೌಲಭ್ಯಗಳ್ಳಲ್ಲವೇ ಬೋರ್‌ವೆಲ್‌ಗಳ ಮೇಲೆ ಮತ್ತು ಕುಡಿಯುವ ನೀರು ಪೂರೈಕೆಗೆ ಕೊಳವೆಬಾವಿಗಳಿಂದ ಬಳ್ಳಿ ನಾವು ಅವರಿಗೆ ನೀಡಬಹುದು. ಗಮನಕ್ಕೆ ತಂದರು. <box>157 358 497 380</box>
auction-intro: ಈ ಮೂಲಕ ಸಾರ್ವಜನಿಕರಿಗೆ ತಿಳಿಯಪಡಿಸುವುದೇನೆಂದರೆ, ಶ್ರೀ ಬಸವೇಶ್ವರ ಪತ್ತಿನ ಸೌಹಾರ್ದ ಸಹಕಾರಿ ಸಂಘ ನಿ. ಸಿಂಧನೂರು ಇವರ ಸಾಲಗಾರರು ಪಡೆದ ಸಾಲ ಮರುಪಾವತಿ ಮಾಡದ ಕಾರಣ ಈ ಕೆಳಕಂಡ ಸ್ಥಿರಾಸ್ತಿಗಳನ್ನು ದಿನಾಂಕ: 30.06.2025 ರಂದು ಬೆಳಿಗ್ಗೆ 11.00 ಗಂಟೆಗೆ ಸಾರ್ವಜನಿಕ ಹರಾಜು ಮೂಲಕ ಮಾರಾಟ ಮಾಡಲಾಗುವುದು. ಆಸಕ್ತರು ನಿಗದಿತ ಸಮಯಕ್ಕೆ ಹಾಜರಾಗಿ ಹರಾಜಿನಲ್ಲಿ ಭಾಗವಹಿಸಬಹುದು. ಕರ್ನಾಟಕ ಸೌಹಾರ್ದ ಸಹಕಾರಿ ಅಧಿನಿಯಮ 1997 ನಿಯಮ 17(2)(ಇ) ರ ಮೇರೆಗೆ ಹರಾಜು ಮಾಡಲಾಗುವುದು. <box>487 943 917 970</box>
auction-place: ಸ್ಥಳ: ಬೆಂಗಳೂರು <box>487 1396 526 1404</box>
twitter-link[interactable]: twitter.com/@suddimoola22 <box>636 83 774 93</box>
district-usage-body: ಚಿಕ್ಕ ಬಳ್ಳಾಪುರ (ಶೇ.) ರಾಯಚೂರು 16, ಕಲಬುರಗಿ 17, ಬೀದರ್ 18, ಬೆಳಗಾವಿ 20, ಬಳ್ಳಾರಿ 22, ದಾವಣಗೆರೆ 23, ಚಾಮರಾಜನಗರ 23, ಕೋಲಾರ 24, ಯಾದಗಿರಿ 26, ಕೊಡಗು 28, ಶಿವಮೊಗ್ಗ 28, ಕೊಪ್ಪಳ 29, ಚಿತ್ರದುರ್ಗ 31, ಬಾಗಲಕೋಟೆ 32, ಮೈಸೂರು 33, ಉಡುಪಿ 34, ಹಾಸನ 34, ರಾಮನಗರ 34, ಧಾರವಾಡ 34, ಚಿಕ್ಕಮಗಳೂರು 35, ಮಂಡ್ಯ 35, ದಕ್ಷಿಣ ಕನ್ನಡ 36, ಬೆಂಗಳೂರು ನಗರ 39, ಬೆಂಗಳೂರು ಗ್ರಾ. 39, ತುಮಕೂರು 41, ಉತ್ತರ ಕನ್ನಡ 42, ಚಿಕ್ಕಮಗಳೂರು 45, ಹಾವೇರಿ 47, ಗದಗ 47, ವಿಜಯಪುರ 49, ಗದಗ 51, ವಿಜಯಪುರ 51. <box>245 1370 453 1454</box>
property-1: 1) CMC No-6-1-1160/1/1,2,3. Asmt No-23-22-123 situated At : Ward No-19, Mahebeeb Colony, Sindhanur. Plot Measuring :E-W: 18.288037 Mtr. N-S :12.192024 Mtr Total : 222.9672 Sqmtrs, Including Building Measurement Totally 97.54815 Sqmtr, Location : Beside Abdul Kalam School, Mahebeeb Colony, Sindhanur <box>641 1051 749 1142</box>
auction-signatory-2: ಸಹಿ/- ಅಧ್ಯಕ್ಷರು/ಉಪಾಧ್ಯಕ್ಷರು, ಶ್ರೀ ಬಸವೇಶ್ವರ ಪ.ಸೌ.ಸ.ಸಂ.ನಿ ಸಿಂಧನೂರು <box>637 1423 764 1439</box>
photo-credit: Dr.Azhan Khan <box>631 659 683 667</box>
